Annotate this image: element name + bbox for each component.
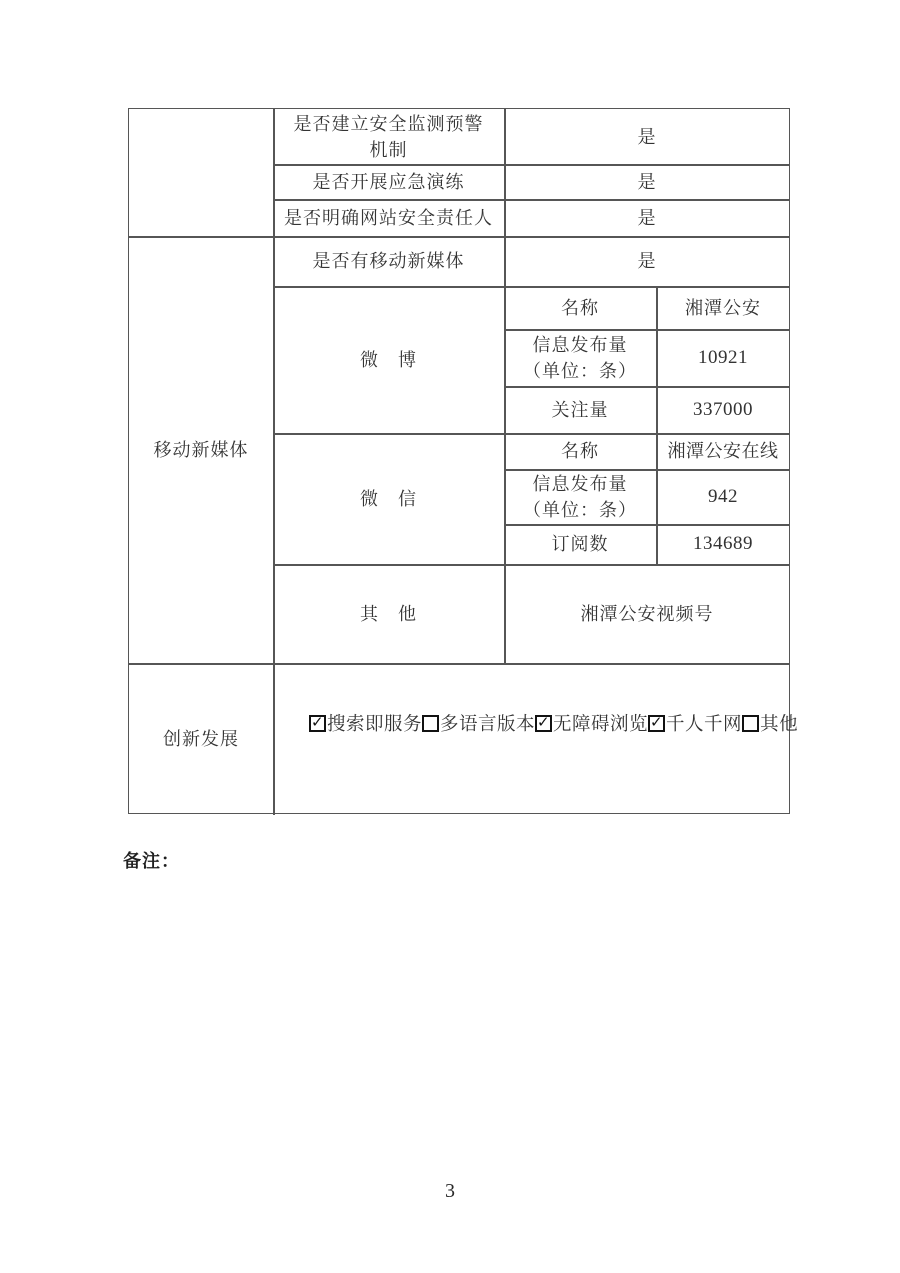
innovation-option xyxy=(648,710,742,736)
platform-label-wechat: 微 信 xyxy=(360,488,417,509)
wechat-subscribers-value: 134689 xyxy=(693,533,753,554)
section-label-innovation: 创新发展 xyxy=(163,729,239,749)
wechat-posts-label xyxy=(504,469,656,524)
has-mobile-media-value: 是 xyxy=(637,251,657,271)
security-row-responsible-value: 是 xyxy=(637,207,657,228)
report-table xyxy=(128,108,799,814)
innovation-option-label: 多语言版本 xyxy=(440,715,536,735)
platform-label-other: 其 他 xyxy=(360,603,417,624)
checkbox-checked-icon xyxy=(648,715,665,732)
security-row-responsible-label: 是否明确网站安全责任人 xyxy=(284,207,493,228)
has-mobile-media-label: 是否有移动新媒体 xyxy=(312,251,465,271)
innovation-option xyxy=(742,710,798,736)
innovation-option xyxy=(535,710,648,736)
wechat-posts-value: 942 xyxy=(708,485,738,507)
checkbox-unchecked-icon xyxy=(742,715,759,732)
innovation-option-label: 搜索即服务 xyxy=(327,715,423,735)
platform-label-weibo: 微 博 xyxy=(360,349,417,370)
innovation-options-cell xyxy=(273,663,799,815)
security-row-drill-value: 是 xyxy=(637,171,657,192)
section-label-mobile-media: 移动新媒体 xyxy=(153,439,249,460)
security-row-drill-label: 是否开展应急演练 xyxy=(312,171,465,192)
other-platform-value: 湘潭公安视频号 xyxy=(580,603,714,624)
weibo-posts-label xyxy=(504,329,656,386)
label-line: 信息发布量 xyxy=(532,334,628,355)
label-line: 机制 xyxy=(369,139,408,160)
innovation-option xyxy=(422,710,535,736)
page-number: 3 xyxy=(445,1180,455,1202)
wechat-name-label: 名称 xyxy=(561,441,599,461)
innovation-option xyxy=(309,710,422,736)
weibo-name-value: 湘潭公安 xyxy=(685,297,761,318)
weibo-name-label: 名称 xyxy=(561,297,599,318)
label-line: （单位：条） xyxy=(523,360,637,381)
notes-label: 备注： xyxy=(123,851,180,871)
label-line: 信息发布量 xyxy=(532,473,628,494)
checkbox-checked-icon xyxy=(535,715,552,732)
innovation-option-label: 无障碍浏览 xyxy=(553,715,649,735)
wechat-subscribers-label: 订阅数 xyxy=(551,534,609,554)
security-row-monitoring-label xyxy=(273,109,504,164)
weibo-followers-label: 关注量 xyxy=(551,399,609,420)
checkbox-unchecked-icon xyxy=(422,715,439,732)
weibo-posts-value: 10921 xyxy=(698,346,748,368)
label-line: （单位：条） xyxy=(523,499,637,520)
innovation-options xyxy=(309,710,798,736)
security-row-monitoring-value: 是 xyxy=(637,126,657,147)
checkbox-checked-icon xyxy=(309,715,326,732)
label-line: 是否建立安全监测预警 xyxy=(293,113,484,134)
wechat-name-value: 湘潭公安在线 xyxy=(667,441,779,461)
weibo-followers-value: 337000 xyxy=(693,398,753,420)
innovation-option-label: 千人千网 xyxy=(666,715,743,735)
innovation-option-label: 其他 xyxy=(760,715,799,735)
